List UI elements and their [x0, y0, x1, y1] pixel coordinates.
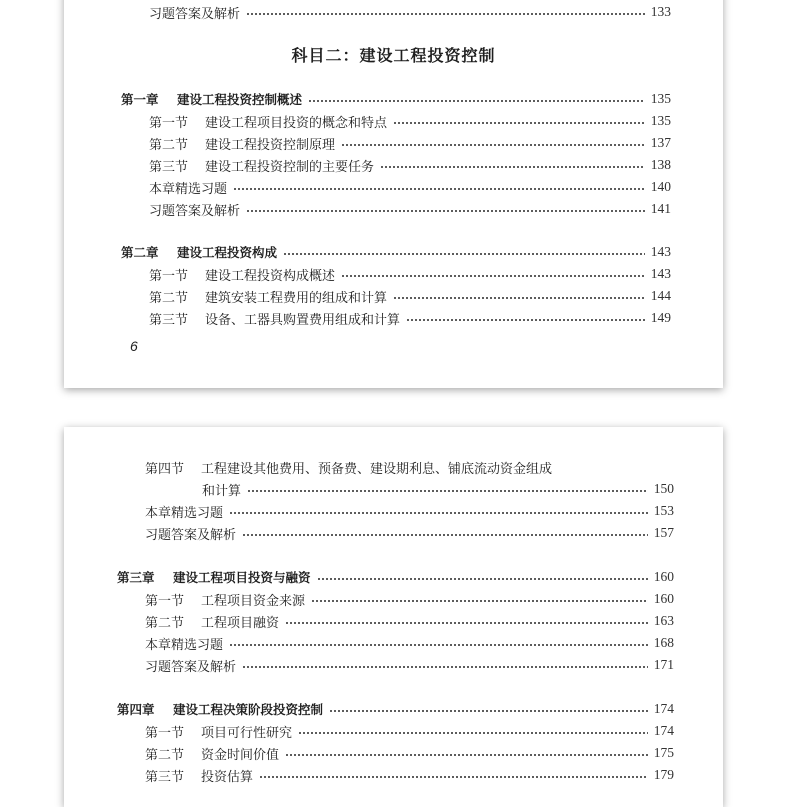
section-entry[interactable] — [121, 132, 671, 154]
chapter-entry[interactable] — [121, 88, 671, 110]
page-number: 140 — [650, 179, 671, 194]
page-number: 163 — [653, 613, 674, 628]
section-title: 建筑安装工程费用的组成和计算 — [205, 290, 388, 306]
page-number: 160 — [653, 591, 674, 606]
dot-leader — [285, 754, 648, 756]
chapter-title: 建设工程投资构成 — [177, 245, 278, 260]
section-title: 工程项目融资 — [201, 615, 280, 631]
section-title: 建设工程投资控制的主要任务 — [205, 159, 375, 175]
section-entry[interactable] — [117, 610, 674, 632]
section-title: 设备、工器具购置费用组成和计算 — [205, 312, 401, 328]
page-number: 135 — [650, 113, 671, 128]
section-title: 工程项目资金来源 — [201, 593, 306, 609]
page-number: 137 — [650, 135, 671, 150]
section-entry[interactable] — [117, 764, 674, 786]
section-title: 工程建设其他费用、预备费、建设期利息、铺底流动资金组成 — [201, 461, 553, 477]
section-entry-continued[interactable] — [117, 478, 674, 500]
chapter-entry[interactable] — [121, 241, 671, 263]
section-entry[interactable] — [121, 263, 671, 285]
page-number: 150 — [653, 481, 674, 496]
page-number: 171 — [653, 657, 674, 672]
dot-leader — [329, 710, 648, 712]
section-number: 第一节 — [149, 268, 189, 284]
page-number: 179 — [653, 767, 674, 782]
answers-entry[interactable] — [117, 522, 674, 544]
chapter-number: 第一章 — [121, 92, 159, 107]
dot-leader — [406, 319, 645, 321]
section-number: 第二节 — [149, 290, 189, 306]
dot-leader — [311, 600, 648, 602]
section-number: 第二节 — [149, 137, 189, 153]
page-number: 175 — [653, 745, 674, 760]
page-number: 143 — [650, 266, 671, 281]
chapter-title: 建设工程项目投资与融资 — [173, 570, 311, 585]
section-entry[interactable] — [121, 307, 671, 329]
dot-leader — [283, 253, 645, 255]
dot-leader — [233, 188, 645, 190]
dot-leader — [247, 490, 648, 492]
page-number: 144 — [650, 288, 671, 303]
dot-leader — [285, 622, 648, 624]
page-number: 135 — [650, 91, 671, 106]
section-title: 项目可行性研究 — [201, 725, 293, 741]
toc-page-7 — [64, 427, 723, 807]
dot-leader — [242, 666, 648, 668]
dot-leader — [229, 644, 648, 646]
section-entry[interactable] — [117, 588, 674, 610]
chapter-number: 第二章 — [121, 245, 159, 260]
section-entry[interactable] — [121, 285, 671, 307]
section-title: 投资估算 — [201, 769, 254, 785]
section-title: 资金时间价值 — [201, 747, 280, 763]
section-entry[interactable] — [117, 742, 674, 764]
chapter-title: 建设工程投资控制概述 — [177, 92, 303, 107]
section-entry[interactable] — [117, 456, 674, 478]
section-entry[interactable] — [121, 110, 671, 132]
dot-leader — [393, 122, 645, 124]
dot-leader — [308, 100, 645, 102]
dot-leader — [380, 166, 645, 168]
section-number: 第三节 — [149, 312, 189, 328]
chapter-number: 第三章 — [117, 570, 155, 585]
page-number: 133 — [650, 4, 671, 19]
exercise-entry[interactable] — [117, 632, 674, 654]
chapter-entry[interactable] — [117, 698, 674, 720]
dot-leader — [229, 512, 648, 514]
dot-leader — [259, 776, 648, 778]
dot-leader — [393, 297, 645, 299]
toc-entry[interactable] — [121, 1, 671, 23]
page-number: 138 — [650, 157, 671, 172]
dot-leader — [341, 144, 645, 146]
section-number: 第一节 — [145, 725, 185, 741]
section-number: 第四节 — [145, 461, 185, 477]
page-number: 174 — [653, 701, 674, 716]
exercise-entry[interactable] — [121, 176, 671, 198]
section-title: 建设工程投资控制原理 — [205, 137, 336, 153]
page-number: 153 — [653, 503, 674, 518]
section-entry[interactable] — [117, 720, 674, 742]
answers-entry[interactable] — [117, 654, 674, 676]
entry-title: 本章精选习题 — [145, 637, 224, 653]
entry-title: 习题答案及解析 — [145, 659, 237, 675]
chapter-title: 建设工程决策阶段投资控制 — [173, 702, 324, 717]
page-number: 157 — [653, 525, 674, 540]
answers-entry[interactable] — [121, 198, 671, 220]
section-title: 建设工程投资构成概述 — [205, 268, 336, 284]
section-number: 第二节 — [145, 747, 185, 763]
section-entry[interactable] — [121, 154, 671, 176]
section-number: 第三节 — [145, 769, 185, 785]
entry-title: 习题答案及解析 — [145, 527, 237, 543]
page-number: 160 — [653, 569, 674, 584]
exercise-entry[interactable] — [117, 500, 674, 522]
chapter-entry[interactable] — [117, 566, 674, 588]
toc-page-6 — [64, 0, 723, 388]
page-number: 149 — [650, 310, 671, 325]
section-number: 第一节 — [149, 115, 189, 131]
dot-leader — [298, 732, 648, 734]
page-number: 168 — [653, 635, 674, 650]
dot-leader — [246, 210, 645, 212]
entry-title: 习题答案及解析 — [149, 203, 241, 219]
subject-title: 科目二：建设工程投资控制 — [291, 46, 496, 65]
section-number: 第二节 — [145, 615, 185, 631]
dot-leader — [341, 275, 645, 277]
section-title: 建设工程项目投资的概念和特点 — [205, 115, 388, 131]
chapter-number: 第四章 — [117, 702, 155, 717]
entry-title: 本章精选习题 — [149, 181, 228, 197]
page-number: 143 — [650, 244, 671, 259]
page-number: 174 — [653, 723, 674, 738]
dot-leader — [317, 578, 648, 580]
section-title-continued: 和计算 — [202, 483, 242, 499]
entry-title: 习题答案及解析 — [149, 6, 241, 22]
page-number: 141 — [650, 201, 671, 216]
dot-leader — [242, 534, 648, 536]
section-number: 第三节 — [149, 159, 189, 175]
dot-leader — [246, 13, 645, 15]
section-number: 第一节 — [145, 593, 185, 609]
entry-title: 本章精选习题 — [145, 505, 224, 521]
folio-page-number: 6 — [130, 338, 138, 354]
